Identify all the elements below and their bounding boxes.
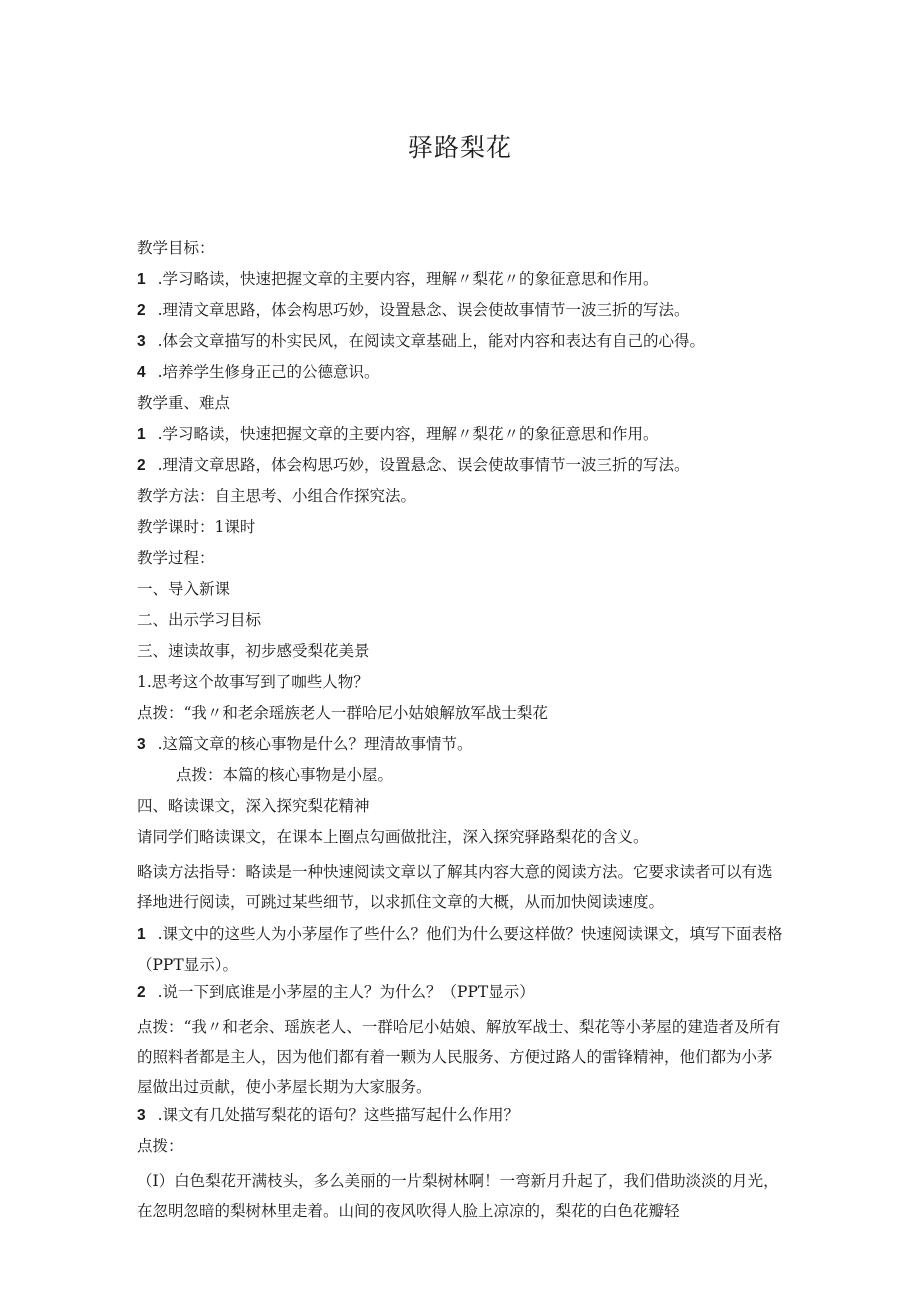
list-item xyxy=(137,330,787,353)
list-number: 4 xyxy=(137,364,146,381)
list-text: .课文有几处描写梨花的语句？这些描写起什么作用？ xyxy=(157,1106,520,1124)
list-item xyxy=(137,361,787,384)
paragraph: 略读方法指导：略读是一种快速阅读文章以了解其内容大意的阅读方法。它要求读者可以有选择地进行阅读，可跳过某些细节，以求抓住文章的大概，从而加快阅读速度。 xyxy=(137,863,773,911)
section-heading: 二、出示学习目标 xyxy=(137,611,262,629)
paragraph: 教学方法：自主思考、小组合作探究法。 xyxy=(137,487,417,505)
list-text: .体会文章描写的朴实民风，在阅读文章基础上，能对内容和表达有自己的心得。 xyxy=(157,332,706,350)
list-number: 1 xyxy=(137,426,146,443)
list-text: .学习略读，快速把握文章的主要内容，理解〃梨花〃的象征意思和作用。 xyxy=(157,425,659,443)
list-text: .培养学生修身正己的公德意识。 xyxy=(157,363,380,381)
section-heading: 教学目标： xyxy=(137,239,215,257)
list-item xyxy=(137,268,787,291)
list-item xyxy=(137,299,787,322)
section-heading: 三、速读故事，初步感受梨花美景 xyxy=(137,642,370,660)
list-text: .学习略读，快速把握文章的主要内容，理解〃梨花〃的象征意思和作用。 xyxy=(157,270,659,288)
list-text: .课文中的这些人为小茅屋作了些什么？他们为什么要这样做？快速阅读课文，填写下面表格（PPT显示）。 xyxy=(137,925,783,974)
list-text: .理清文章思路，体会构思巧妙，设置悬念、误会使故事情节一波三折的写法。 xyxy=(157,456,690,474)
list-text: .说一下到底谁是小茅屋的主人？为什么？（PPT显示） xyxy=(157,983,535,1001)
list-text: .理清文章思路，体会构思巧妙，设置悬念、误会使故事情节一波三折的写法。 xyxy=(157,301,690,319)
list-item xyxy=(137,423,787,446)
list-number: 3 xyxy=(137,1107,146,1124)
paragraph: （I）白色梨花开满枝头，多么美丽的一片梨树林啊！一弯新月升起了，我们借助淡淡的月光，在忽明忽暗的梨树林里走着。山间的夜风吹得人脸上凉凉的，梨花的白色花瓣轻 xyxy=(137,1172,779,1220)
paragraph: 教学过程： xyxy=(137,549,215,567)
list-item xyxy=(137,454,787,477)
paragraph: 点拨：本篇的核心事物是小屋。 xyxy=(176,766,394,784)
paragraph: 请同学们略读课文，在课本上圈点勾画做批注，深入探究驿路梨花的含义。 xyxy=(137,828,649,846)
section-heading: 一、导入新课 xyxy=(137,580,231,598)
list-item xyxy=(137,733,787,756)
paragraph: 教学课时：1课时 xyxy=(137,518,256,536)
section-heading: 教学重、难点 xyxy=(137,394,231,412)
paragraph: 点拨： xyxy=(137,1137,184,1155)
list-text: .这篇文章的核心事物是什么？理清故事情节。 xyxy=(157,735,473,753)
list-number: 1 xyxy=(137,271,146,288)
paragraph: 点拨：“我〃和老余瑶族老人一群哈尼小姑娘解放军战士梨花 xyxy=(137,704,548,722)
document-title: 驿路梨花 xyxy=(407,133,512,162)
list-number: 2 xyxy=(137,302,146,319)
list-number: 2 xyxy=(137,984,146,1001)
paragraph: 点拨：“我〃和老余、瑶族老人、一群哈尼小姑娘、解放军战士、梨花等小茅屋的建造者及所有的照料者都是主人，因为他们都有着一颗为人民服务、方便过路人的雷锋精神，他们都为小茅屋做出过贡献，使小茅屋长期为大家服务。 xyxy=(137,1018,781,1096)
list-item xyxy=(137,981,787,1004)
list-item xyxy=(137,919,787,980)
list-item xyxy=(137,1104,787,1127)
section-heading: 四、略读课文，深入探究梨花精神 xyxy=(137,797,370,815)
list-number: 3 xyxy=(137,736,146,753)
list-number: 3 xyxy=(137,333,146,350)
paragraph: 1.思考这个故事写到了咖些人物？ xyxy=(137,673,369,691)
list-number: 2 xyxy=(137,457,146,474)
list-number: 1 xyxy=(137,926,146,943)
